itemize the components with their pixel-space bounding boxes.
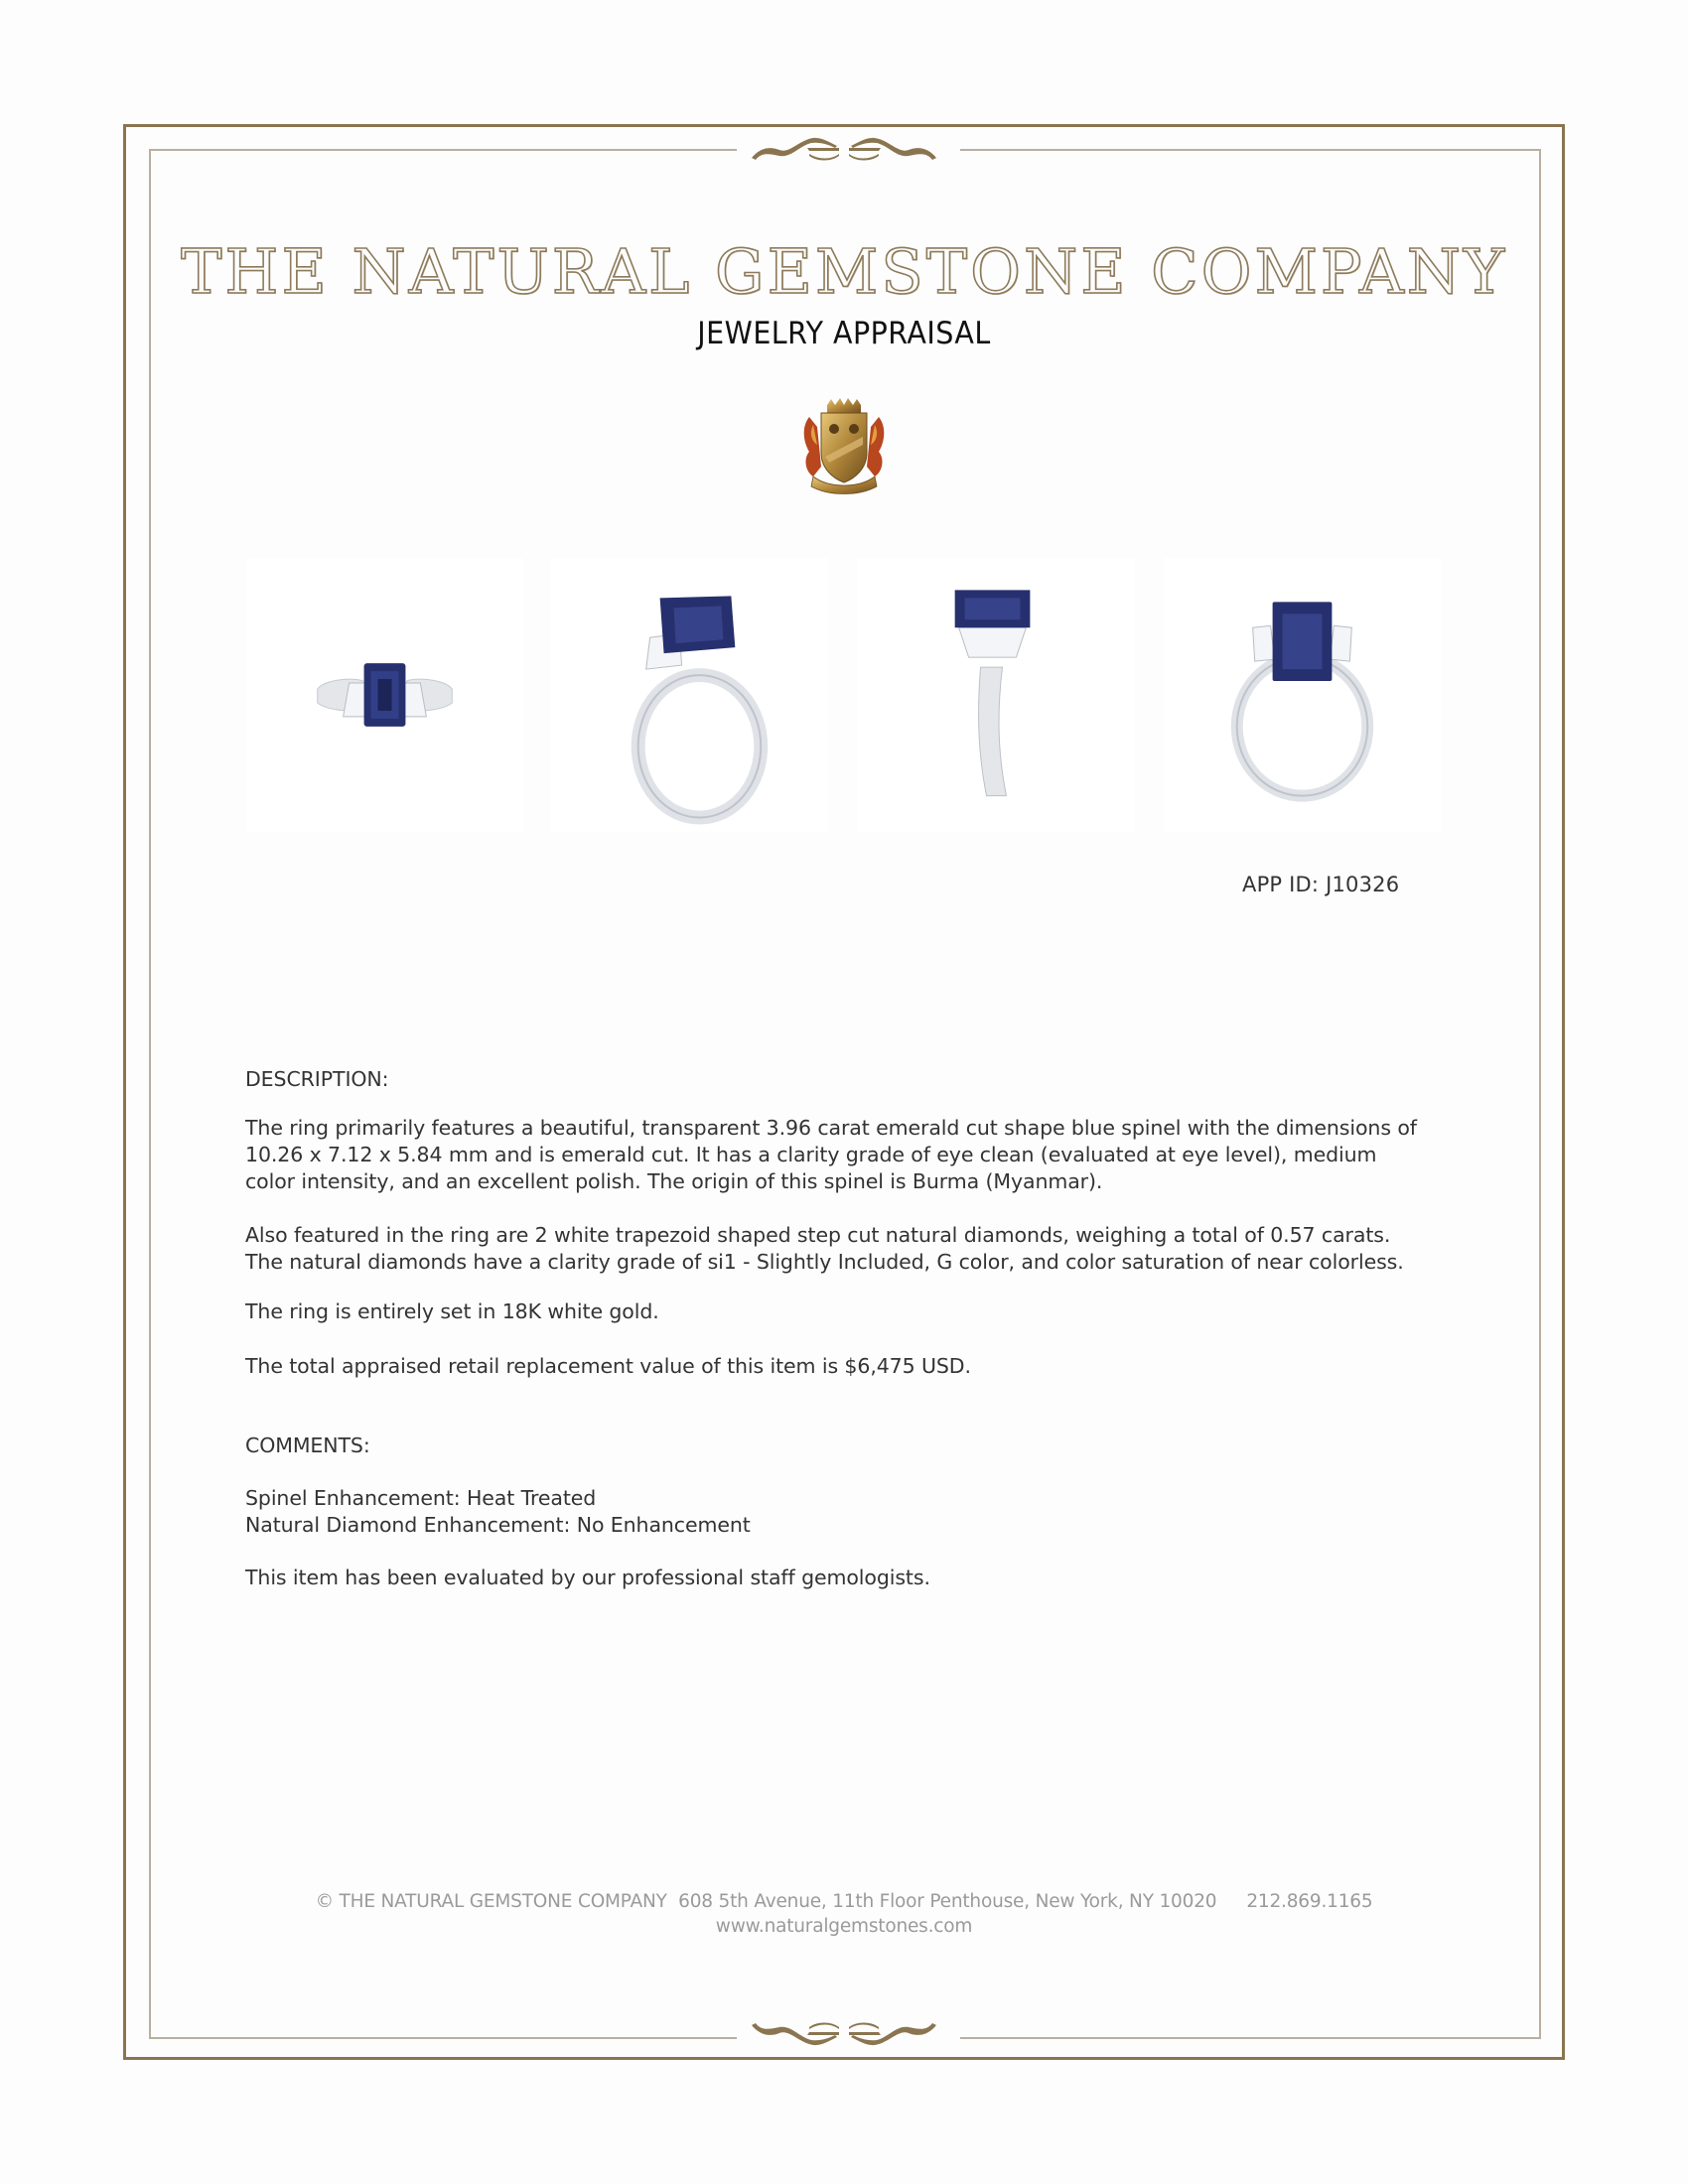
appraised-value-statement: The total appraised retail replacement value of this item is $6,475 USD. [245,1354,971,1378]
ring-angled-view-image [551,558,828,832]
ring-top-view-image [246,558,523,832]
description-paragraph-4 [245,1353,1467,1380]
description-paragraph-1 [245,1115,1467,1195]
description-line: The natural diamonds have a clarity grade of si1 - Slightly Included, G color, and color saturation of near colorless. [245,1250,1404,1274]
ring-side-view-image [858,558,1135,832]
company-crest-icon [799,397,889,496]
description-line: color intensity, and an excellent polish. The origin of this spinel is Burma (Myanmar). [245,1169,1103,1193]
description-line: 10.26 x 7.12 x 5.84 mm and is emerald cut. It has a clarity grade of eye clean (evaluated at eye level), medium [245,1143,1377,1166]
gemologist-note: This item has been evaluated by our professional staff gemologists. [245,1566,930,1589]
description-line: The ring primarily features a beautiful, transparent 3.96 carat emerald cut shape blue spinel with the dimensions of [245,1116,1417,1140]
appraisal-id: APP ID: J10326 [1242,873,1400,896]
ring-photo-angled-view [551,558,828,832]
comment-item: Spinel Enhancement: Heat Treated [245,1486,597,1510]
footer-website-link[interactable]: www.naturalgemstones.com [715,1916,973,1937]
comments-heading: COMMENTS: [245,1433,370,1457]
comment-item: Natural Diamond Enhancement: No Enhancement [245,1513,751,1537]
footer-address: 608 5th Avenue, 11th Floor Penthouse, New York, NY 10020 [678,1891,1217,1912]
comments-note [245,1565,1467,1591]
metal-statement: The ring is entirely set in 18K white gold. [245,1299,659,1323]
company-name-title: THE NATURAL GEMSTONE COMPANY [181,235,1507,308]
description-paragraph-3 [245,1298,1467,1325]
footer-website-line [0,1914,1688,1939]
description-section [245,1066,1467,1093]
footer-phone: 212.869.1165 [1246,1891,1373,1912]
ring-front-view-image [1164,558,1441,832]
ring-photo-top-view [246,558,523,832]
ring-photo-side-view [858,558,1135,832]
flourish-ornament-bottom-icon [750,2021,938,2049]
footer-address-line [0,1889,1688,1914]
footer-copyright: © THE NATURAL GEMSTONE COMPANY [315,1891,667,1912]
description-paragraph-2 [245,1222,1467,1276]
document-title: JEWELRY APPRAISAL [697,316,991,351]
comments-section [245,1433,1467,1459]
flourish-ornament-top-icon [750,134,938,162]
description-heading: DESCRIPTION: [245,1067,389,1091]
ring-photo-front-view [1164,558,1441,832]
comments-list [245,1485,1467,1539]
description-line: Also featured in the ring are 2 white trapezoid shaped step cut natural diamonds, weighing a total of 0.57 carats. [245,1223,1391,1247]
